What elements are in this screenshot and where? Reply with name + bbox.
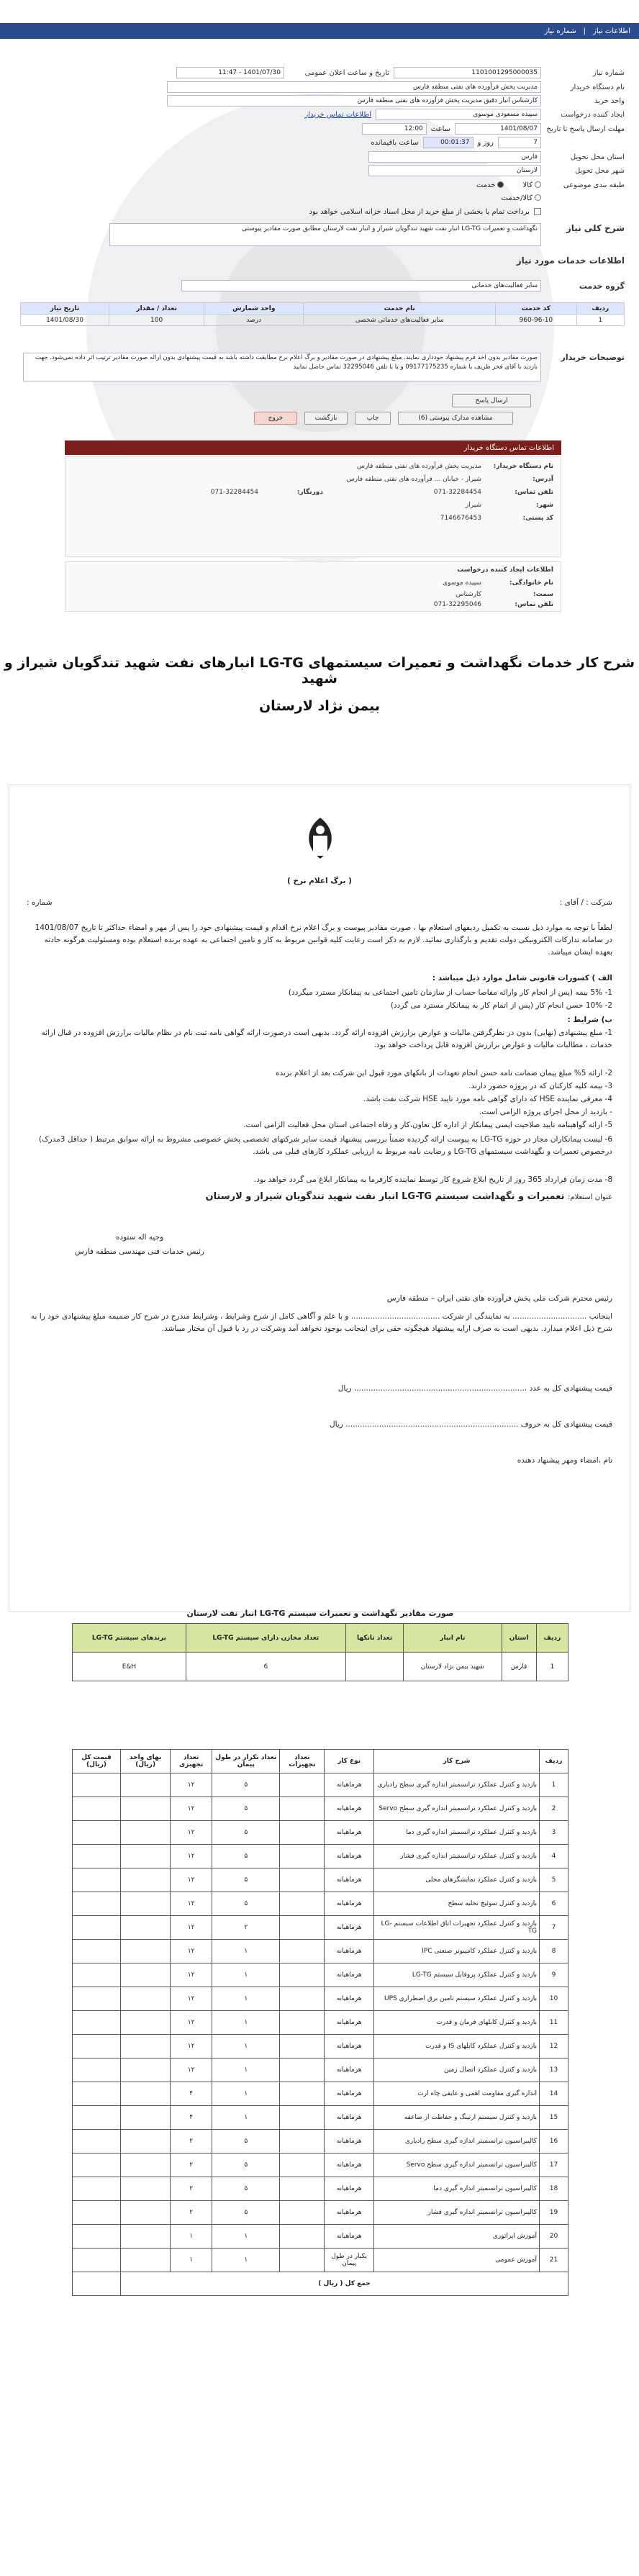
description-label: شرح کلی نیاز — [566, 223, 625, 233]
items-table — [72, 1749, 568, 2296]
signer-title: رئیس خدمات فنی مهندسی منطقه فارس — [74, 1247, 205, 1256]
table-row: 10 بازدید و کنترل عملکرد سیستم تامین برق اضطراری UPS هرماهیانه ۱ ۱۲ — [73, 1987, 568, 2011]
send-response-button[interactable]: ارسال پاسخ — [452, 394, 531, 407]
form-subject: عنوان استعلام: تعمیرات و نگهداشت سیستم LG-TG انبار نفت شهید تندگویان شیراز و لارستان — [205, 1191, 612, 1202]
table-row: 4 بازدید و کنترل عملکرد ترانسمیتر اندازه گیری فشار هرماهیانه ۵ ۱۲ — [73, 1845, 568, 1868]
service-group-label: گروه خدمت — [579, 281, 625, 291]
province-field: فارس — [368, 151, 541, 163]
contact-buyer: مدیریت پخش فرآورده های نفتی منطقه فارس — [357, 463, 481, 470]
payment-checkbox[interactable] — [534, 208, 541, 215]
price-number-row: قیمت پیشنهادی کل به عدد ........................................................................ ریال — [337, 1384, 612, 1393]
row-payment — [309, 205, 625, 218]
breadcrumb-back[interactable]: شماره نیاز — [544, 27, 576, 35]
table-row: 2 بازدید و کنترل عملکرد ترانسمیتر اندازه گیری سطح Servo هرماهیانه ۵ ۱۲ — [73, 1797, 568, 1821]
table-row: 8 بازدید و کنترل عملکرد کامپیوتر صنعتی IPC هرماهیانه ۱ ۱۲ — [73, 1940, 568, 1963]
number-label: شماره : — [27, 898, 53, 907]
service-table-header: ردیف کد خدمت نام خدمت واحد شمارش تعداد / مقدار تاریخ نیاز — [21, 303, 625, 315]
need-number-field: 1101001295000035 — [394, 67, 541, 78]
service-table — [20, 302, 625, 326]
city-label: شهر محل تحویل — [574, 166, 625, 175]
row-buyer-notes — [23, 353, 625, 381]
breadcrumb: اطلاعات نیاز | شماره نیاز — [0, 23, 639, 39]
category-works-radio[interactable]: کالا/خدمت — [502, 194, 542, 202]
table-row: 1 فارس شهید بیمن نژاد لارستان 6 E&H — [73, 1653, 568, 1681]
form-p2-title: الف ) کسورات قانونی شامل موارد ذیل میباشد : — [432, 974, 612, 982]
table-row: 9 بازدید و کنترل عملکرد پروفایل سیستم LG-TG هرماهیانه ۱ ۱۲ — [73, 1963, 568, 1987]
buyer-name-label: نام دستگاه خریدار — [570, 83, 625, 91]
contact-city: شیراز — [465, 502, 481, 509]
attachments-button[interactable]: مشاهده مدارک پیوستی (6) — [398, 412, 513, 425]
table-row: 14 اندازه گیری مقاومت اهمی و عایقی چاه ارت هرماهیانه ۱ ۴ — [73, 2082, 568, 2106]
headline-line1: شرح کار خدمات نگهداشت و تعمیرات سیستمهای LG-TG انبارهای نفت شهید تندگویان شیراز و شهید — [4, 655, 635, 687]
row-buyer-unit — [167, 94, 625, 107]
remaining-days: 7 — [498, 137, 541, 148]
row-buyer-name — [167, 81, 625, 94]
table-row: 3 بازدید و کنترل عملکرد ترانسمیتر اندازه گیری دما هرماهیانه ۵ ۱۲ — [73, 1821, 568, 1845]
form-p1: لطفاً با توجه به موارد ذیل نسبت به تکمیل ردیفهای استعلام بها ، صورت مقادیر پیوست و برگ اعلام نرخ اقدام و قیمت پیشنهادی خود را پس از مهر و امضاء حداکثر تا تاریخ 1401/08/07 در سامانه تدارکات الکترونیکی دولت تقدیم و بارگذاری نمائید. لازم به ذکر است رعایت کلیه قوانین مربوط به کار و تامین اجتماعی به عهده برنده استعلام بوده ومسئولیت هرگونه حادثه بعهده ایشان میباشد. — [35, 923, 612, 957]
creator-panel: اطلاعات ایجاد کننده درخواست نام خانوادگی: سپیده موسوی سمت: کارشناس تلفن تماس: 071-32295046 — [65, 561, 561, 612]
creator-label: ایجاد کننده درخواست — [561, 110, 625, 119]
summary-table — [72, 1623, 568, 1681]
table-row: 1 960-96-10 سایر فعالیت‌های خدماتی شخصی درصد 100 1401/08/30 — [21, 315, 625, 326]
description-field: نگهداشت و تعمیرات LG-TG انبار نفت شهید تندگویان شیراز و انبار نفت لارستان مطابق صورت مقادیر پیوستی — [109, 223, 541, 246]
form-p3-title: ب) شرایط : — [567, 1016, 612, 1024]
exit-button[interactable]: خروج — [254, 412, 297, 425]
buyer-unit-field: کارشناس انبار دقیق مدیریت پخش فرآورده های نفتی منطقه فارس — [167, 95, 541, 107]
reply-body: اینجانب ............................... به نمایندگی از شرکت ..................................... و با علم و آگاهی کامل از شرح وشرایط ، وشرایط مندرج در شرح کار ضمیمه مبلغ پیشنهادی خود را به شرح ذیل اعلام میدارد. بدیهی است به صرف ارایه پیشنهاد هیچگونه حقی برای اینجانب بوجود نخواهد آمد وشرکت در رد یا قبول آن مختار میباشد. — [30, 1312, 612, 1333]
creator-field: سپیده مسعودی موسوی — [376, 109, 541, 120]
table-row: 1 بازدید و کنترل عملکرد ترانسمیتر اندازه گیری سطح رادیاری هرماهیانه ۵ ۱۲ — [73, 1773, 568, 1797]
table-row: 19 کالیبراسیون ترانسمیتر اندازه گیری فشار هرماهیانه ۵ ۲ — [73, 2201, 568, 2225]
buyer-notes-field: صورت مقادیر بدون اخذ فرم پیشنهاد خودداری نمایند. مبلغ پیشنهادی در صورت مقادیر و برگ اعلام نرخ مطابقت داشته باشد به قیمت پیشنهادی بدون ارائه صورت مقادیر ترتیب اثر داده نمی‌شود. جهت بازدید با آقای فخر ظریف با شماره 09177175235 و یا با تلفن 32295046 تماس حاصل نمایید — [23, 353, 541, 381]
deadline-label: مهلت ارسال پاسخ تا تاریخ — [546, 125, 625, 133]
contact-panel: نام دستگاه خریدار: مدیریت پخش فرآورده های نفتی منطقه فارس آدرس: شیراز - خیابان ... فرآورده های نفتی منطقه فارس تلفن تماس: 071-32284454 دورنگار: 071-32284454 شهر: شیراز کد پستی: 7146676453 — [65, 456, 561, 557]
table-row: 17 کالیبراسیون ترانسمیتر اندازه گیری سطح Servo هرماهیانه ۵ ۲ — [73, 2154, 568, 2177]
table-row: 12 بازدید و کنترل عملکرد کابلهای IS و قدرت هرماهیانه ۱ ۱۲ — [73, 2035, 568, 2058]
creator-role: کارشناس — [456, 591, 481, 598]
breadcrumb-home[interactable]: اطلاعات نیاز — [593, 27, 630, 35]
summary-header: ردیف استان نام انبار تعداد تانکها تعداد مخازن دارای سیستم LG-TG برندهای سیستم LG-TG — [73, 1624, 568, 1653]
tender-page — [0, 0, 639, 633]
buyer-unit-label: واحد خرید — [594, 96, 625, 105]
row-category-2 — [502, 191, 625, 204]
category-service-radio[interactable]: خدمت — [476, 181, 504, 189]
row-category — [476, 178, 625, 191]
back-button[interactable]: بازگشت — [304, 412, 348, 425]
table-row: 16 کالیبراسیون ترانسمیتر اندازه گیری سطح رادیاری هرماهیانه ۵ ۲ — [73, 2130, 568, 2154]
rate-form: ( برگ اعلام نرخ ) شرکت : / آقای : شماره : لطفاً با توجه به موارد ذیل نسبت به تکمیل ردیفهای استعلام بها ، صورت مقادیر پیوست و برگ اعلام نرخ اقدام و قیمت پیشنهادی خود را پس از مهر و امضاء حداکثر تا تاریخ 1401/08/07 در سامانه تدارکات الکترونیکی دولت تقدیم و بارگذاری نمائید. لازم به ذکر است رعایت کلیه قوانین مربوط به کار و تامین اجتماعی به عهده برنده استعلام بوده ومسئولیت هرگونه حادثه بعهده ایشان میباشد. الف ) کسورات قانونی شامل موارد ذیل میباشد : 1- 5% بیمه (پس از انجام کار وارائه مفاصا حساب از سازمان تامین اجتماعی به پیمانکار مسترد میگردد) 2- 10% حسن انجام کار (پس از اتمام کار به پیمانکار مسترد می گردد) ب) شرایط : 1- مبلغ پیشنهادی (نهایی) بدون در نظرگرفتن مالیات و عوارض برارزش افزوده ارائه گردد. بدیهی است درصورت ارائه گواهی نامه ثبت نام در نظام مالیات برارزش افزوده در قبال ارائه خدمات ، مطالبات مالیات و عوارض برارزش افزوده قابل پرداخت خواهد بود. 2- ارائه 5% مبلغ پیمان ضمانت نامه حسن انجام تعهدات از بانکهای مورد قبول این شرکت بعد از اعلام برنده 3- بیمه کلیه کارکنان که در پروژه حضور دارند. 4- معرفی نماینده HSE که دارای گواهی نامه مورد تایید HSE شرکت نفت باشد. - بازدید از محل اجرای پروژه الزامی است. 5- ارائه گواهینامه تایید صلاحیت ایمنی پیمانکار از اداره کل تعاون،کار و رفاه اجتماعی استان محل فعالیت الزامی است. 6- لیست پیمانکاران مجاز در حوزه LG-TG به پیوست ارائه گردیده ضمناً بررسی پیشنهاد قیمت سایر شرکتهای تخصصی پخش خصوصی مشروط به ارائه سوابق مرتبط ( حداقل 3مدرک) درخصوص تعمیرات و نگهداشت سیستمهای LG-TG و رضایت نامه مربوط به ارزیابی عملکرد کارهای قبلی می باشد. 8- مدت زمان قرارداد 365 روز از تاریخ ابلاغ شروع کار توسط نماینده کارفرما به پیمانکار ابلاغ می گردد خواهد بود. عنوان استعلام: تعمیرات و نگهداشت سیستم LG-TG انبار نفت شهید تندگویان شیراز و لارستان وجیه اله ستوده رئیس خدمات فنی مهندسی منطقه فارس رئیس محترم شرکت ملی پخش فرآورده های نفتی ایران – منطقه فارس اینجانب ............................... به نمایندگی از شرکت ..................................... و با علم و آگاهی کامل از شرح وشرایط ، وشرایط مندرج در شرح کار ضمیمه مبلغ پیشنهادی خود را به شرح ذیل اعلام میدارد. بدیهی است به صرف ارایه پیشنهاد هیچگونه حقی برای اینجانب بوجود نخواهد آمد وشرکت در رد یا قبول آن مختار میباشد. قیمت پیشنهادی کل به عدد ........................................................................ ریال قیمت پیشنهادی کل به حروف ........................................................................ ریال نام ،امضاء ومهر پیشنهاد دهنده — [9, 785, 630, 1612]
category-goods-radio[interactable]: کالا — [522, 181, 541, 189]
table-row: 13 بازدید و کنترل عملکرد اتصال زمین هرماهیانه ۱ ۱۲ — [73, 2058, 568, 2082]
table-row: 5 بازدید و کنترل عملکرد نمایشگرهای محلی هرماهیانه ۵ ۱۲ — [73, 1868, 568, 1892]
deadline-date: 1401/08/07 — [455, 123, 541, 135]
contact-phone: 071-32284454 — [433, 489, 481, 496]
print-button[interactable]: چاپ — [355, 412, 391, 425]
quantities-title: صورت مقادیر نگهداشت و تعمیرات سیستم LG-TG انبار نفت لارستان — [186, 1609, 454, 1618]
creator-name: سپیده موسوی — [443, 579, 481, 587]
payment-note: برداخت تمام یا بخشی از مبلغ خرید از محل اسناد خزانه اسلامی خواهد بود — [309, 207, 530, 216]
contact-address: شیراز - خیابان ... فرآورده های نفتی منطقه فارس — [346, 476, 481, 483]
table-row: 18 کالیبراسیون ترانسمیتر اندازه گیری دما هرماهیانه ۵ ۲ — [73, 2177, 568, 2201]
row-creator — [304, 108, 625, 121]
row-city — [368, 164, 625, 177]
province-label: استان محل تحویل — [570, 153, 625, 161]
form-title: ( برگ اعلام نرخ ) — [287, 877, 352, 885]
headline-line2: بیمن نژاد لارستان — [258, 698, 381, 714]
buyer-name-field: مدیریت پخش فرآورده های نفتی منطقه فارس — [167, 81, 541, 93]
publish-label: تاریخ و ساعت اعلان عمومی — [304, 68, 389, 77]
row-remaining — [371, 136, 625, 149]
category-label: طبقه بندی موضوعی — [563, 181, 625, 189]
watermark-emblem-inner — [216, 223, 425, 432]
contact-buyer-link[interactable]: اطلاعات تماس خریدار — [304, 110, 371, 119]
price-letters-row: قیمت پیشنهادی کل به حروف ........................................................................ ریال — [329, 1420, 612, 1429]
table-row: 20 آموزش اپراتوری هرماهیانه ۱ ۱ — [73, 2225, 568, 2249]
deadline-time: 12:00 — [362, 123, 427, 135]
table-row: 6 بازدید و کنترل سوئیچ تخلیه سطح هرماهیانه ۵ ۱۲ — [73, 1892, 568, 1916]
contact-fax: 071-32284454 — [210, 489, 258, 496]
row-description — [109, 223, 625, 248]
table-row: 11 بازدید و کنترل کابلهای فرمان و قدرت هرماهیانه ۱ ۱۲ — [73, 2011, 568, 2035]
city-field: لارستان — [368, 165, 541, 176]
signer-name: وجیه اله ستوده — [115, 1233, 164, 1242]
row-province — [368, 150, 625, 163]
buyer-notes-label: توضیحات خریدار — [561, 353, 625, 362]
creator-phone: 071-32295046 — [433, 601, 481, 608]
row-service-group — [181, 279, 625, 292]
service-group-field: سایر فعالیت‌های خدماتی — [181, 280, 541, 292]
contact-panel-title: اطلاعات تماس دستگاه خریدار — [65, 440, 561, 455]
total-row: جمع کل ( ریال ) — [73, 2272, 568, 2296]
row-need-number — [176, 66, 625, 79]
nioc-logo-icon — [291, 814, 349, 864]
creator-panel-title: اطلاعات ایجاد کننده درخواست — [457, 566, 553, 574]
publish-datetime: 1401/07/30 - 11:47 — [176, 67, 284, 78]
row-deadline — [362, 122, 625, 135]
signature-row: نام ،امضاء ومهر پیشنهاد دهنده — [517, 1456, 612, 1465]
remaining-time: 00:01:37 — [423, 137, 473, 148]
remaining-time-label: ساعت باقیمانده — [371, 138, 419, 147]
remaining-label: روز و — [477, 138, 494, 147]
contact-postal: 7146676453 — [440, 515, 481, 522]
services-title: اطلاعات خدمات مورد نیاز — [516, 256, 625, 266]
table-row: 7 بازدید و کنترل عملکرد تجهیزات اتاق اطلاعات سیستم LG-TG هرماهیانه ۲ ۱۲ — [73, 1916, 568, 1940]
table-row: 15 بازدید و کنترل سیستم ارتینگ و حفاظت از صاعقه هرماهیانه ۱ ۴ — [73, 2106, 568, 2130]
company-label: شرکت : / آقای : — [559, 898, 612, 907]
table-row: 21 آموزش عمومی یکبار در طول پیمان ۱ ۱ — [73, 2249, 568, 2272]
items-header: ردیف شرح کار نوع کار تعداد تجهیزات تعداد تکرار در طول پیمان تعداد تجهیزی بهای واحد (ریال) قیمت کل (ریال) — [73, 1750, 568, 1773]
deadline-time-label: ساعت — [430, 125, 450, 133]
reply-addressee: رئیس محترم شرکت ملی پخش فرآورده های نفتی ایران – منطقه فارس — [386, 1294, 612, 1303]
need-number-label: شماره نیاز — [592, 68, 625, 77]
